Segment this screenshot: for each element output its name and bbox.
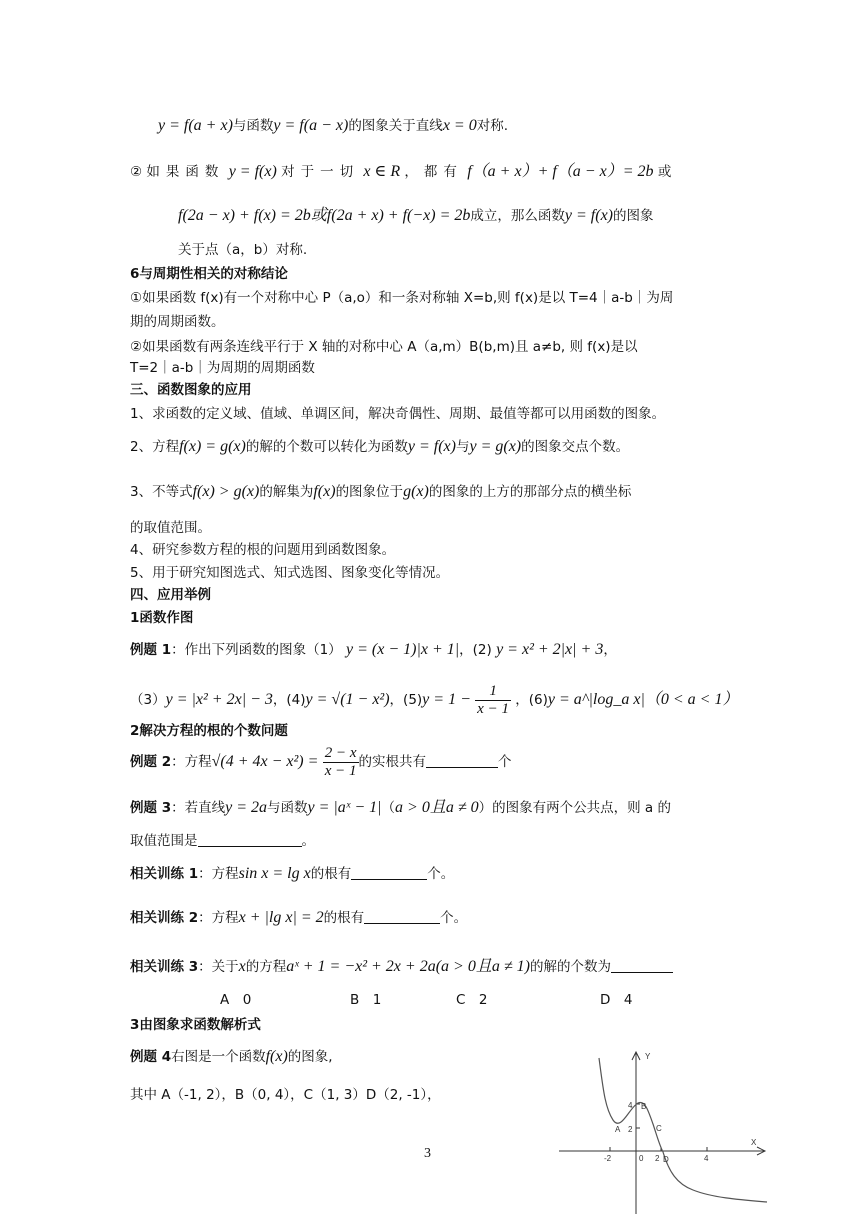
example-3-line-1 <box>130 798 671 818</box>
formula: y = 1 − <box>422 691 471 708</box>
list-item <box>130 437 629 457</box>
text: 的解的个数可以转化为函数 <box>245 439 408 455</box>
answer-blank[interactable] <box>351 865 427 880</box>
text: 的图象 <box>613 208 654 224</box>
text: 的图象位于 <box>335 484 404 500</box>
circled-number: ② <box>130 164 143 180</box>
function-curve <box>599 1058 767 1202</box>
list-item-cont: 的取值范围。 <box>130 520 211 536</box>
text: 的方程 <box>245 959 287 975</box>
example-3-line-2 <box>130 831 315 851</box>
text: ：方程 <box>171 754 212 770</box>
option-d[interactable]: D 4 <box>600 992 633 1008</box>
paragraph-line: T=2｜a-b｜为周期的周期函数 <box>130 360 315 376</box>
sym-b-line-1 <box>130 162 671 182</box>
text: 与 <box>455 439 470 455</box>
text: （ <box>381 800 396 816</box>
point-d-label: D <box>663 1155 669 1164</box>
page-number: 3 <box>424 1146 431 1161</box>
fraction <box>475 683 511 718</box>
formula: a > 0且a ≠ 0 <box>395 799 479 816</box>
text: 的图象关于直线 <box>348 118 443 134</box>
formula: f(x) <box>313 483 336 500</box>
example-4-line-1 <box>130 1047 333 1067</box>
formula: y = |aˣ − 1| <box>307 799 382 816</box>
numerator: 1 <box>475 683 511 701</box>
text: ：方程 <box>198 910 239 926</box>
text: 的解集为 <box>259 484 314 500</box>
text: 的图象交点个数。 <box>521 439 630 455</box>
text: ：作出下列函数的图象（1） <box>171 642 342 658</box>
text: 2、方程 <box>130 439 180 455</box>
text: ）的图象有两个公共点，则 a 的 <box>478 800 671 816</box>
section-heading: 6与周期性相关的对称结论 <box>130 266 288 282</box>
text: 的解的个数为 <box>529 959 611 975</box>
text: 的根有 <box>310 866 352 882</box>
example-label: 例题 4 <box>130 1049 172 1065</box>
text: ，(4) <box>272 692 306 708</box>
text: ，(6) <box>515 692 548 708</box>
list-item: 1、求函数的定义域、值域、单调区间，解决奇偶性、周期、最值等都可以用函数的图象。 <box>130 406 666 422</box>
subsection-heading: 1函数作图 <box>130 610 194 626</box>
formula: y = |x² + 2x| − 3 <box>165 691 273 708</box>
list-item <box>130 482 631 502</box>
formula: f(2a − x) + f(x) = 2b或f(2a + x) + f(−x) = 2b <box>178 207 471 224</box>
text: ，都有 <box>404 164 463 180</box>
training-2 <box>130 908 467 928</box>
formula: aˣ + 1 = −x² + 2x + 2a(a > 0且a ≠ 1) <box>286 958 530 975</box>
text: 的图象, <box>287 1049 333 1065</box>
answer-blank[interactable] <box>364 909 440 924</box>
formula: y = f(x) <box>564 207 614 224</box>
formula: y = g(x) <box>469 438 522 455</box>
formula: f(x) > g(x) <box>192 483 260 500</box>
formula: y = f(a − x) <box>273 117 349 134</box>
text: 的根有 <box>323 910 365 926</box>
training-1 <box>130 864 454 884</box>
formula: f(x) = g(x) <box>179 438 246 455</box>
example-1-line-2 <box>130 680 738 720</box>
answer-blank[interactable] <box>198 832 302 847</box>
tick-label: 2 <box>628 1125 633 1134</box>
point-b-label: B <box>641 1102 647 1111</box>
list-item: 5、用于研究知图选式、知式选图、图象变化等情况。 <box>130 565 450 581</box>
text: ：方程 <box>198 866 239 882</box>
subsection-heading: 2解决方程的根的个数问题 <box>130 723 288 739</box>
example-4-line-2: 其中 A（-1, 2），B（0, 4），C（1, 3）D（2, -1）， <box>130 1087 441 1103</box>
text: 个。 <box>427 866 455 882</box>
formula: y = f(x) <box>228 163 277 180</box>
text: 或 <box>657 164 672 180</box>
function-graph <box>553 1048 773 1216</box>
formula: x = 0 <box>442 117 477 134</box>
example-label: 例题 2 <box>130 754 172 770</box>
tick-label: 4 <box>704 1154 709 1163</box>
text: 与函数 <box>232 118 274 134</box>
denominator: x − 1 <box>324 762 357 779</box>
formula: x <box>238 958 246 975</box>
text: ：若直线 <box>171 800 226 816</box>
formula: y = 2a <box>225 799 267 816</box>
option-c[interactable]: C 2 <box>456 992 488 1008</box>
example-label: 例题 1 <box>130 642 172 658</box>
text: 。 <box>301 833 315 849</box>
answer-blank[interactable] <box>426 753 498 768</box>
text: 个。 <box>440 910 468 926</box>
text: 右图是一个函数 <box>171 1049 266 1065</box>
section-heading: 四、应用举例 <box>130 587 211 603</box>
tick-label: 4 <box>628 1101 633 1110</box>
formula: x + |lg x| = 2 <box>238 909 324 926</box>
option-a[interactable]: A 0 <box>220 992 252 1008</box>
text: 成立，那么函数 <box>470 208 565 224</box>
text: 与函数 <box>267 800 308 816</box>
tick-label: -2 <box>604 1154 612 1163</box>
training-label: 相关训练 1 <box>130 866 199 882</box>
formula: y = f(x) <box>407 438 456 455</box>
formula: y = x² + 2|x| + 3 <box>496 641 604 658</box>
subsection-heading: 3由图象求函数解析式 <box>130 1017 261 1033</box>
point-c-label: C <box>656 1124 662 1133</box>
denominator: x − 1 <box>477 700 509 717</box>
numerator: 2 − x <box>324 744 357 761</box>
axis-y-label: Y <box>645 1052 651 1061</box>
formula: y = √(1 − x²) <box>305 691 390 708</box>
answer-blank[interactable] <box>611 958 673 973</box>
text: ：关于 <box>198 959 239 975</box>
text: 如果函数 <box>146 164 225 180</box>
paragraph-line: ①如果函数 f(x)有一个对称中心 P（a,o）和一条对称轴 X=b,则 f(x)是以 T=4｜a-b｜为周 <box>130 290 674 306</box>
formula: x ∈ R <box>363 163 401 180</box>
example-1-line-1 <box>130 640 617 660</box>
text: ，(2) <box>459 642 492 658</box>
paragraph-line: 期的周期函数。 <box>130 314 225 330</box>
text: ， <box>603 642 617 658</box>
text: （3） <box>130 692 166 708</box>
example-label: 例题 3 <box>130 800 172 816</box>
formula: √(4 + 4x − x²) = <box>211 753 319 770</box>
text: 对于一切 <box>281 164 360 180</box>
paragraph-line: ②如果函数有两条连线平行于 X 轴的对称中心 A（a,m）B(b,m)且 a≠b, 则 f(x)是以 <box>130 339 638 355</box>
training-label: 相关训练 2 <box>130 910 199 926</box>
list-item: 4、研究参数方程的根的问题用到函数图象。 <box>130 542 396 558</box>
tick-label: 2 <box>655 1154 660 1163</box>
training-3 <box>130 957 673 977</box>
sym-b-line-2 <box>178 206 654 226</box>
option-b[interactable]: B 1 <box>350 992 382 1008</box>
sym-b-line-3: 关于点（a，b）对称. <box>178 242 308 258</box>
text: 的实根共有 <box>358 754 426 770</box>
point-a-label: A <box>615 1125 621 1134</box>
formula: sin x = lg x <box>238 865 311 882</box>
text: 取值范围是 <box>130 833 198 849</box>
section-heading: 三、函数图象的应用 <box>130 382 252 398</box>
text: ，(5) <box>389 692 423 708</box>
formula: f(x) <box>265 1048 288 1065</box>
formula: y = a^|log_a x|（0 < a < 1） <box>547 691 739 708</box>
training-label: 相关训练 3 <box>130 959 199 975</box>
axis-x-label: X <box>751 1138 757 1147</box>
text: 3、不等式 <box>130 484 193 500</box>
formula: y = f(a + x) <box>158 117 233 134</box>
text: 的图象的上方的那部分点的横坐标 <box>428 484 632 500</box>
example-2 <box>130 742 512 782</box>
fraction <box>323 745 359 780</box>
sym-a-line <box>158 116 508 136</box>
text: 对称. <box>476 118 509 134</box>
text: 个 <box>498 754 512 770</box>
tick-label: 0 <box>639 1154 644 1163</box>
formula: y = (x − 1)|x + 1| <box>345 641 460 658</box>
formula: f（a + x）+ f（a − x）= 2b <box>467 163 654 180</box>
formula: g(x) <box>403 483 429 500</box>
